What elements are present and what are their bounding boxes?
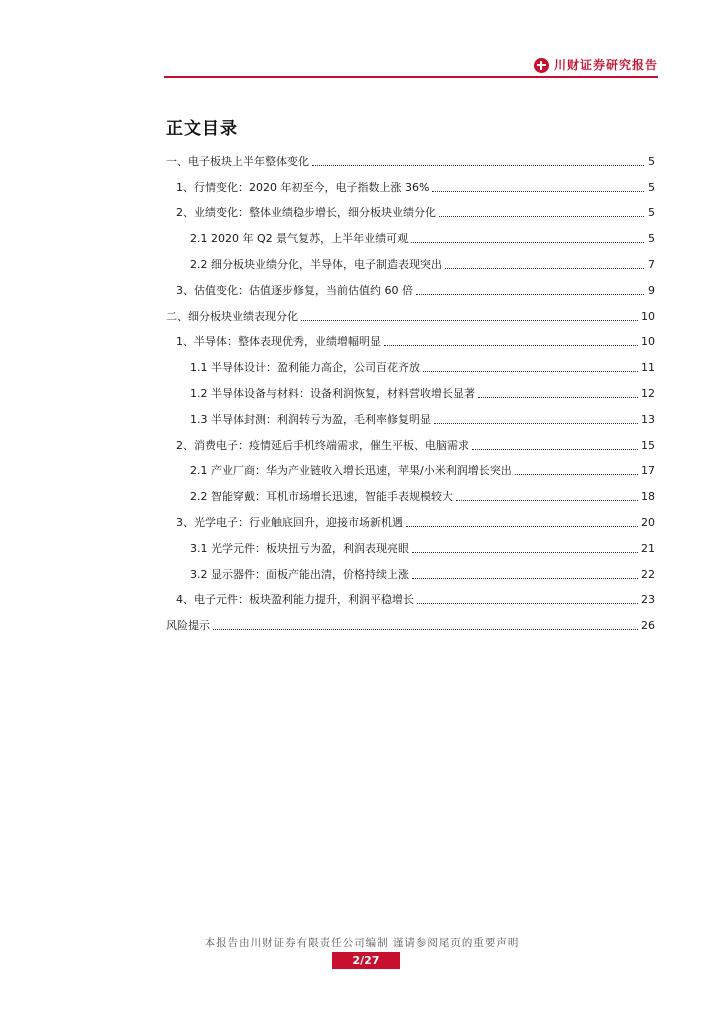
toc-entry-text: 4、电子元件：板块盈利能力提升，利润平稳增长	[176, 593, 414, 607]
toc-entry-text: 一、电子板块上半年整体变化	[166, 154, 309, 168]
toc-entry-page: 17	[641, 464, 655, 478]
toc-entry-text: 1、半导体：整体表现优秀，业绩增幅明显	[176, 335, 381, 349]
toc-entry[interactable]	[166, 325, 655, 351]
toc-entry-text: 2.2 细分板块业绩分化，半导体，电子制造表现突出	[190, 257, 442, 271]
toc-dot-leader	[412, 552, 638, 553]
toc-dot-leader	[515, 474, 638, 475]
toc-dot-leader	[312, 165, 644, 166]
toc-entry[interactable]	[166, 221, 655, 247]
toc-entry[interactable]	[166, 505, 655, 531]
toc-entry[interactable]	[166, 583, 655, 609]
toc-entry-text: 1.3 半导体封测：利润转亏为盈，毛利率修复明显	[190, 412, 431, 426]
toc-dot-leader	[384, 345, 638, 346]
toc-entry[interactable]	[166, 144, 655, 170]
toc-entry-text: 2.2 智能穿戴：耳机市场增长迅速，智能手表规模较大	[190, 490, 453, 504]
toc-entry[interactable]	[166, 299, 655, 325]
toc-entry[interactable]	[166, 608, 655, 634]
toc-entry-page: 15	[641, 438, 655, 452]
toc-entry[interactable]	[166, 376, 655, 402]
toc-entry[interactable]	[166, 428, 655, 454]
brand-name: 川财证券研究报告	[553, 58, 658, 72]
toc-entry-text: 风险提示	[166, 619, 210, 633]
toc-entry[interactable]	[166, 454, 655, 480]
toc-entry-page: 12	[641, 386, 655, 400]
toc-entry[interactable]	[166, 247, 655, 273]
page-number-badge: 2/27	[332, 952, 400, 969]
toc-entry[interactable]	[166, 196, 655, 222]
toc-entry-text: 1、行情变化：2020 年初至今，电子指数上涨 36%	[176, 180, 430, 194]
toc-title: 正文目录	[166, 119, 238, 139]
toc-entry-page: 26	[641, 619, 655, 633]
toc-entry[interactable]	[166, 402, 655, 428]
toc-entry-page: 5	[648, 180, 655, 194]
toc-dot-leader	[411, 242, 644, 243]
toc-dot-leader	[406, 526, 638, 527]
toc-entry[interactable]	[166, 479, 655, 505]
toc-dot-leader	[213, 629, 638, 630]
toc-entry-page: 21	[641, 541, 655, 555]
toc-entry-page: 11	[641, 361, 655, 375]
toc-entry-page: 10	[641, 309, 655, 323]
toc-entry-page: 20	[641, 515, 655, 529]
toc-entry-page: 9	[648, 283, 655, 297]
toc-entry-text: 2、业绩变化：整体业绩稳步增长，细分板块业绩分化	[176, 206, 436, 220]
toc-entry[interactable]	[166, 170, 655, 196]
toc-list	[166, 144, 655, 634]
toc-entry-page: 13	[641, 412, 655, 426]
toc-entry[interactable]	[166, 350, 655, 376]
toc-entry-text: 2.1 2020 年 Q2 景气复苏，上半年业绩可观	[190, 232, 409, 246]
toc-entry-page: 23	[641, 593, 655, 607]
toc-dot-leader	[472, 449, 638, 450]
brand	[534, 58, 658, 73]
toc-entry-page: 10	[641, 335, 655, 349]
toc-dot-leader	[434, 423, 638, 424]
toc-dot-leader	[456, 500, 638, 501]
toc-dot-leader	[432, 191, 644, 192]
toc-entry-text: 3.1 光学元件：板块扭亏为盈，利润表现亮眼	[190, 541, 409, 555]
toc-dot-leader	[416, 294, 644, 295]
toc-entry-page: 5	[648, 206, 655, 220]
toc-entry-text: 3、估值变化：估值逐步修复，当前估值约 60 倍	[176, 283, 413, 297]
toc-entry[interactable]	[166, 531, 655, 557]
toc-entry-text: 1.1 半导体设计：盈利能力高企，公司百花齐放	[190, 361, 420, 375]
page-header	[0, 0, 724, 80]
toc-dot-leader	[412, 578, 638, 579]
toc-entry-page: 7	[648, 257, 655, 271]
toc-entry[interactable]	[166, 557, 655, 583]
toc-dot-leader	[301, 320, 638, 321]
chuancai-logo-icon	[534, 58, 549, 73]
toc-entry-page: 5	[648, 154, 655, 168]
toc-dot-leader	[439, 216, 644, 217]
toc-entry-text: 3、光学电子：行业触底回升，迎接市场新机遇	[176, 515, 403, 529]
toc-entry-text: 二、细分板块业绩表现分化	[166, 309, 298, 323]
header-divider	[164, 76, 658, 78]
toc-entry-page: 5	[648, 232, 655, 246]
toc-entry-page: 22	[641, 567, 655, 581]
toc-entry-text: 3.2 显示器件：面板产能出清，价格持续上涨	[190, 567, 409, 581]
toc-dot-leader	[417, 603, 638, 604]
toc-entry-text: 1.2 半导体设备与材料：设备利润恢复，材料营收增长显著	[190, 386, 475, 400]
toc-entry-page: 18	[641, 490, 655, 504]
toc-entry-text: 2.1 产业厂商：华为产业链收入增长迅速，苹果/小米利润增长突出	[190, 464, 512, 478]
toc-entry-text: 2、消费电子：疫情延后手机终端需求，催生平板、电脑需求	[176, 438, 469, 452]
toc-dot-leader	[478, 397, 638, 398]
toc-dot-leader	[423, 371, 638, 372]
toc-entry[interactable]	[166, 273, 655, 299]
toc-dot-leader	[445, 268, 644, 269]
footer-disclaimer: 本报告由川财证券有限责任公司编制 谨请参阅尾页的重要声明	[204, 937, 520, 949]
